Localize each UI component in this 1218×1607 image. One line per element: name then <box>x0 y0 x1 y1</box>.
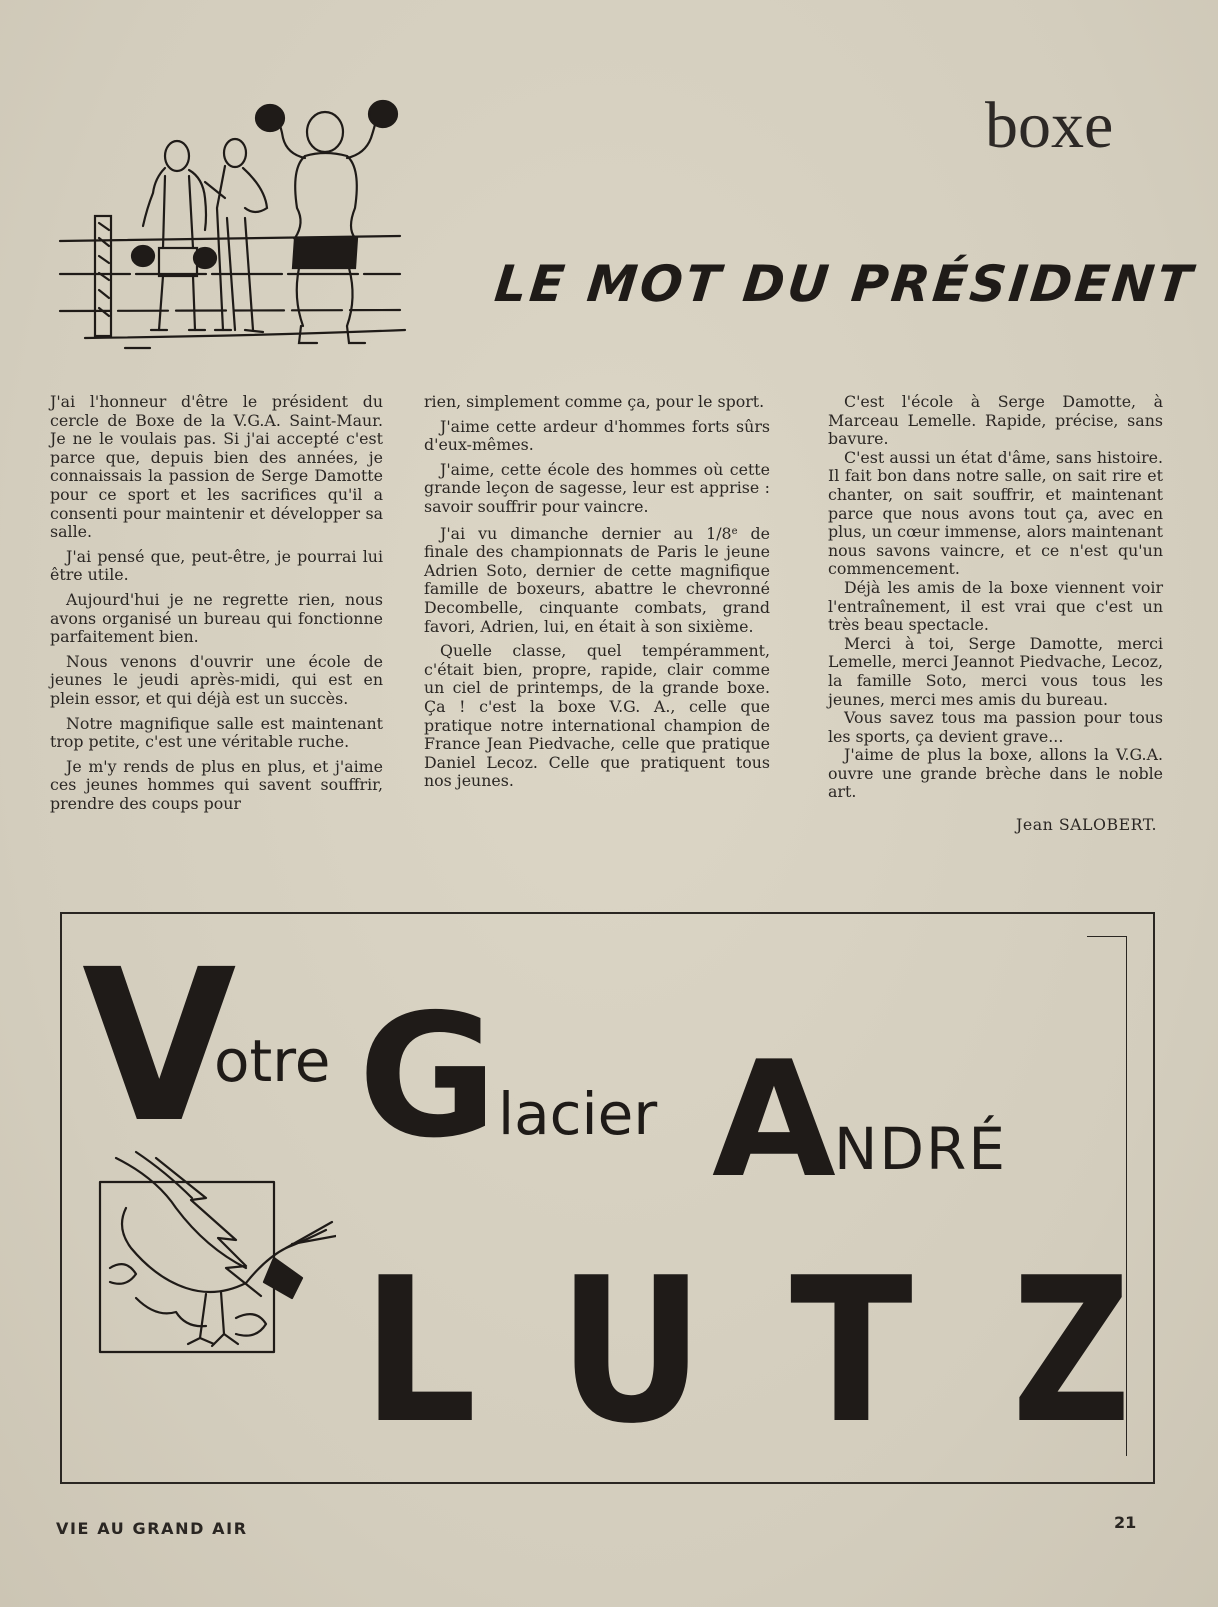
article-column-1 <box>50 393 383 819</box>
advert-initial-g: G <box>358 978 498 1176</box>
advert-lutz-l: L <box>362 1235 477 1468</box>
section-title: boxe <box>985 89 1114 162</box>
paragraph: J'aime cette ardeur d'hommes forts sûrs d'eux-mêmes. <box>424 416 770 455</box>
paragraph: C'est l'école à Serge Damotte, à Marceau Lemelle. Rapide, précise, sans bavure. <box>828 392 1163 449</box>
paragraph: Notre magnifique salle est maintenant trop petite, c'est une véritable ruche. <box>50 713 383 752</box>
paragraph: J'aime de plus la boxe, allons la V.G.A. ouvre une grande brèche dans le noble art. <box>828 745 1163 802</box>
headline: LE MOT DU PRÉSIDENT <box>491 255 1198 313</box>
advert-inner-rule <box>1087 936 1127 937</box>
page-number: 21 <box>1114 1513 1137 1532</box>
paragraph <box>424 523 770 637</box>
author-signature: Jean SALOBERT. <box>1016 815 1157 835</box>
advert-initial-a: A <box>712 1026 836 1213</box>
paragraph: rien, simplement comme ça, pour le sport. <box>424 392 765 411</box>
advert-lutz-t: T <box>790 1235 913 1468</box>
paragraph: Vous savez tous ma passion pour tous les sports, ça devient grave... <box>828 708 1163 746</box>
paragraph-end: de finale des championnats de Paris le jeune Adrien Soto, dernier de cette magnifique famille de boxeurs, abattre le chevronné Decombelle, cinquante combats, grand favori, Adrien, lui, en était à son sixième. <box>424 523 771 636</box>
advert-word-ndre: NDRÉ <box>834 1115 1007 1183</box>
stork-logo <box>96 1148 336 1363</box>
advert-lutz-u: U <box>558 1235 705 1468</box>
ordinal-superscript: e <box>731 525 738 537</box>
advert-initial-v: V <box>82 924 237 1169</box>
paragraph: Je m'y rends de plus en plus, et j'aime ces jeunes hommes qui savent souffrir, prendre des coups pour <box>50 756 383 813</box>
paragraph: Quelle classe, quel tempéramment, c'était bien, propre, rapide, clair comme un ciel de printemps, de la grande boxe. Ça ! c'est la boxe V.G. A., celle que pratique notre international champion de France Jean Piedvache, celle que pratique Daniel Lecoz. Celle que pratiquent tous nos jeunes. <box>424 641 770 791</box>
article-column-3 <box>828 393 1163 835</box>
advert-word-otre: otre <box>214 1027 331 1095</box>
paragraph: Nous venons d'ouvrir une école de jeunes le jeudi après-midi, qui est en plein essor, et qui déjà est un succès. <box>50 651 383 708</box>
paragraph: Aujourd'hui je ne regrette rien, nous avons organisé un bureau qui fonctionne parfaitement bien. <box>50 589 383 647</box>
paragraph: Merci à toi, Serge Damotte, merci Lemelle, merci Jeannot Piedvache, Lecoz, la famille Soto, merci vous tous les jeunes, merci mes amis du bureau. <box>828 633 1163 709</box>
paragraph: C'est aussi un état d'âme, sans histoire. Il fait bon dans notre salle, on sait rire et chanter, on sait souffrir, et maintenant parce que nous avons tout ça, avec en plus, un cœur immense, alors maintenant nous savons vaincre, et ce n'est qu'un commencement. <box>828 447 1163 579</box>
advert-word-lacier: lacier <box>498 1080 658 1148</box>
paragraph: J'ai pensé que, peut-être, je pourrai lui être utile. <box>50 546 383 585</box>
paragraph: Déjà les amis de la boxe viennent voir l'entraînement, il est vrai que c'est un très beau spectacle. <box>828 577 1163 635</box>
paragraph-start: J'ai vu dimanche dernier au 1/8 <box>440 523 732 543</box>
article-column-2 <box>424 393 770 797</box>
publication-name: VIE AU GRAND AIR <box>56 1519 248 1538</box>
paragraph: J'aime, cette école des hommes où cette grande leçon de sagesse, leur est apprise : savoir souffrir pour vaincre. <box>424 459 770 516</box>
advert-lutz-z: Z <box>1012 1235 1131 1468</box>
boxers-illustration <box>55 98 425 360</box>
paragraph: J'ai l'honneur d'être le président du cercle de Boxe de la V.G.A. Saint-Maur. Je ne le voulais pas. Si j'ai accepté c'est parce que, depuis bien des années, je connaissais la passion de Serge Damotte pour ce sport et les sacrifices qu'il a consenti pour maintenir et développer sa salle. <box>50 392 383 542</box>
